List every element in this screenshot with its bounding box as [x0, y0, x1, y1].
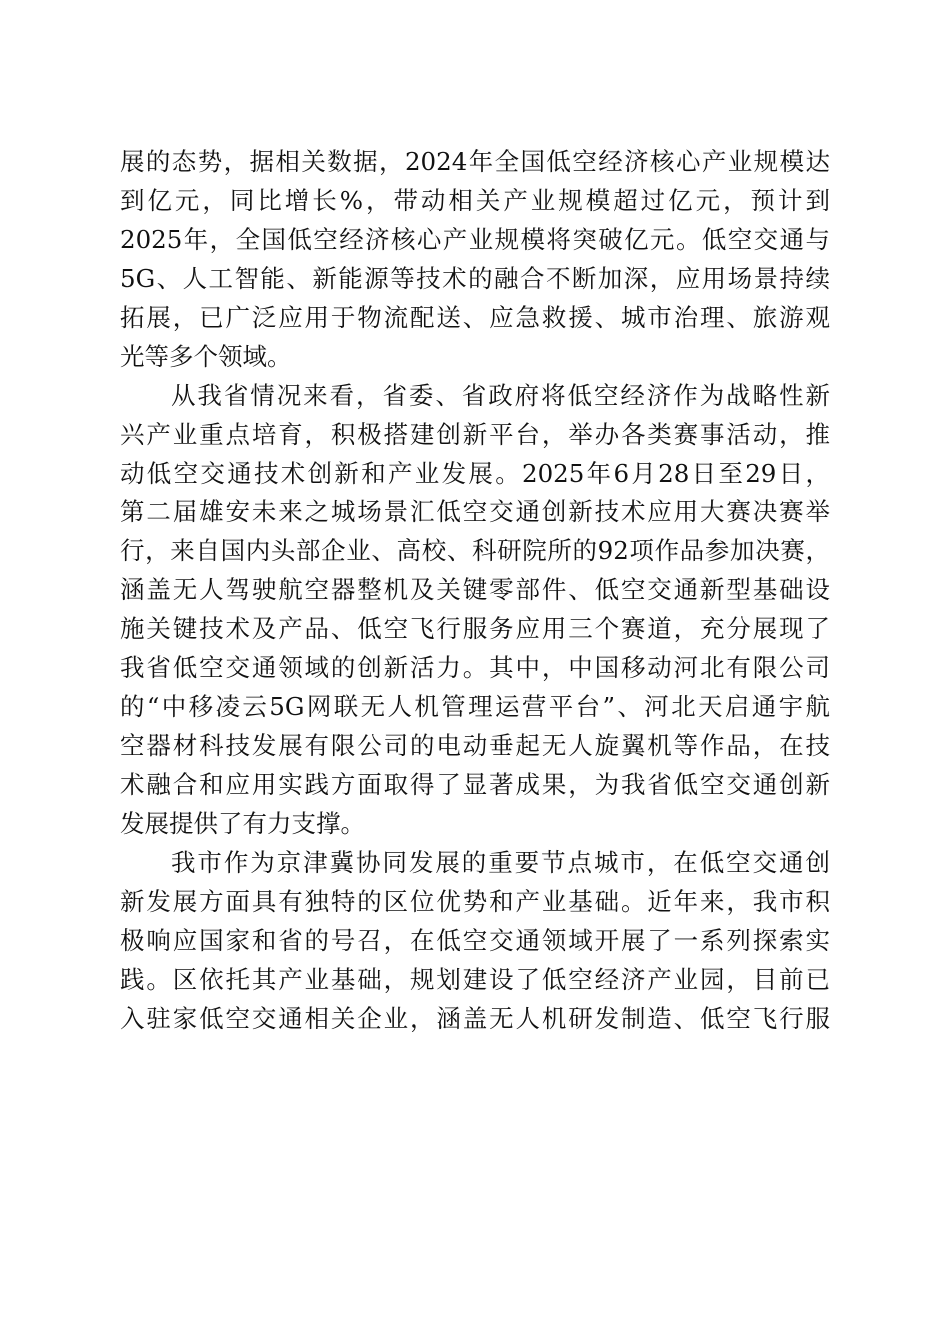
text-line: 术融合和应用实践方面取得了显著成果，为我省低空交通创新: [120, 770, 830, 799]
text-line: 到亿元，同比增长%，带动相关产业规模超过亿元，预计到: [120, 185, 830, 215]
text-line: 第二届雄安未来之城场景汇低空交通创新技术应用大赛决赛举: [120, 497, 830, 527]
text-line: 施关键技术及产品、低空飞行服务应用三个赛道，充分展现了: [120, 614, 830, 644]
text-line: 践。区依托其产业基础，规划建设了低空经济产业园，目前已: [120, 964, 830, 994]
text-line: 我市作为京津冀协同发展的重要节点城市，在低空交通创: [171, 847, 830, 877]
text-line: 从我省情况来看，省委、省政府将低空经济作为战略性新: [171, 380, 830, 410]
paragraph: [120, 844, 830, 1039]
text-line: 空器材科技发展有限公司的电动垂起无人旋翼机等作品，在技: [120, 731, 830, 761]
text-line: 的“中移凌云5G网联无人机管理运营平台”、河北天启通宇航: [120, 692, 830, 722]
text-line: 5G、人工智能、新能源等技术的融合不断加深，应用场景持续: [120, 263, 830, 293]
text-line: 极响应国家和省的号召，在低空交通领域开展了一系列探索实: [120, 925, 830, 955]
text-line: 入驻家低空交通相关企业，涵盖无人机研发制造、低空飞行服: [120, 1003, 830, 1033]
paragraph: [120, 143, 830, 377]
text-line: 展的态势，据相关数据，2024年全国低空经济核心产业规模达: [120, 147, 830, 176]
text-line: 2025年，全国低空经济核心产业规模将突破亿元。低空交通与: [120, 224, 830, 254]
text-line: 动低空交通技术创新和产业发展。2025年6月28日至29日，: [120, 458, 830, 488]
text-line: 兴产业重点培育，积极搭建创新平台，举办各类赛事活动，推: [120, 419, 830, 449]
text-line: 涵盖无人驾驶航空器整机及关键零部件、低空交通新型基础设: [120, 575, 830, 605]
document-body: [120, 143, 830, 1039]
text-line: 发展提供了有力支撑。: [120, 808, 365, 838]
paragraph: [120, 377, 830, 844]
text-line: 我省低空交通领域的创新活力。其中，中国移动河北有限公司: [120, 653, 830, 683]
text-line: 光等多个领域。: [120, 341, 292, 371]
text-line: 拓展，已广泛应用于物流配送、应急救援、城市治理、旅游观: [120, 302, 830, 332]
text-line: 行，来自国内头部企业、高校、科研院所的92项作品参加决赛，: [120, 536, 830, 566]
text-line: 新发展方面具有独特的区位优势和产业基础。近年来，我市积: [120, 886, 830, 916]
